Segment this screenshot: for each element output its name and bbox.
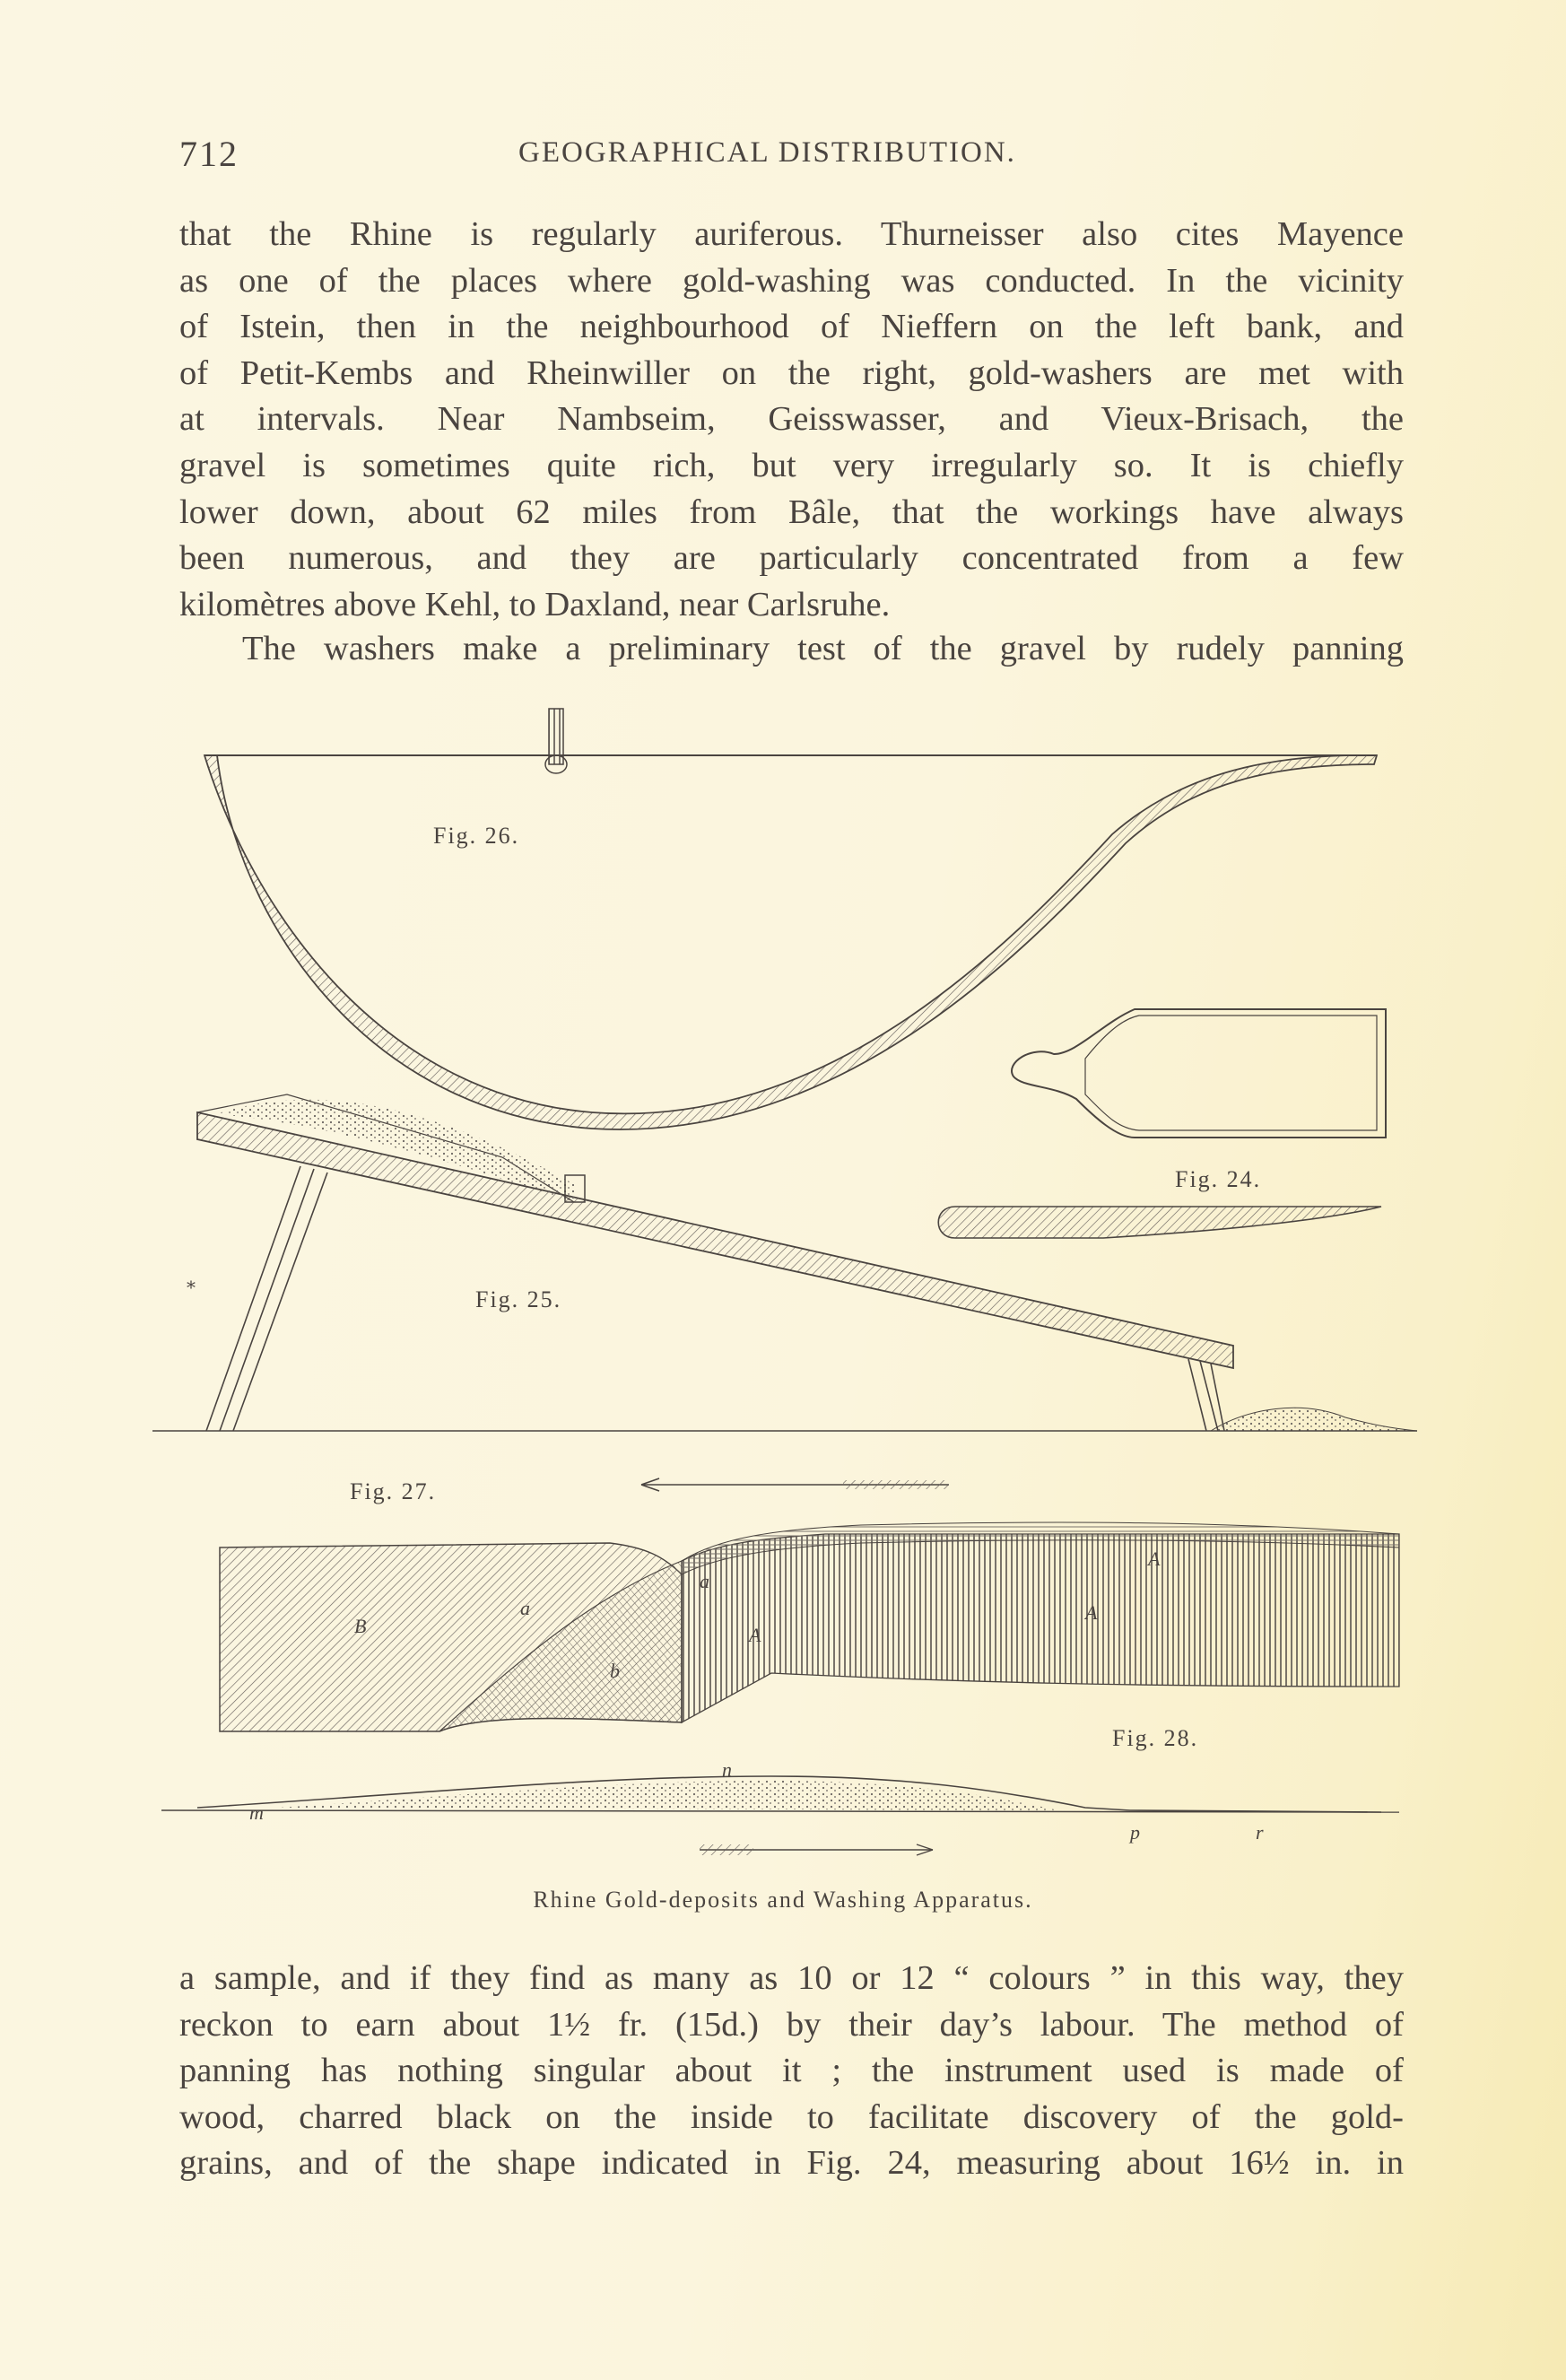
fig26-label: Fig. 26. bbox=[433, 823, 520, 849]
text-line: The washers make a preliminary test of the gravel by rudely panning bbox=[242, 630, 1404, 667]
fig27-letter-B: B bbox=[354, 1615, 367, 1637]
figure-illustration bbox=[144, 700, 1435, 1893]
text-line: gravel is sometimes quite rich, but very irregularly so. It is chiefly bbox=[179, 446, 1404, 484]
fig27-letter-A: A bbox=[749, 1624, 761, 1646]
text-line: as one of the places where gold-washing was conducted. In the vicinity bbox=[179, 261, 1404, 300]
fig24-label: Fig. 24. bbox=[1175, 1166, 1262, 1192]
fig27-letter-a: a bbox=[700, 1570, 709, 1592]
page-number: 712 bbox=[179, 134, 239, 174]
fig26-pan-profile bbox=[204, 709, 1377, 1129]
fig27-letter-A: A bbox=[1148, 1547, 1161, 1570]
fig27-letter-a: a bbox=[520, 1597, 530, 1619]
figure-plate bbox=[144, 700, 1435, 1893]
text-line: that the Rhine is regularly auriferous. Thurneisser also cites Mayence bbox=[179, 215, 1404, 253]
fig28-letter-m: m bbox=[249, 1801, 264, 1824]
text-line: kilomètres above Kehl, to Daxland, near Carlsruhe. bbox=[179, 585, 891, 623]
fig28-deposit-profile bbox=[161, 1776, 1399, 1855]
paragraph-2 bbox=[179, 626, 1404, 673]
fig28-letter-n: n bbox=[722, 1758, 732, 1781]
fig27-label: Fig. 27. bbox=[350, 1478, 437, 1504]
figure-caption: Rhine Gold-deposits and Washing Apparatus. bbox=[533, 1887, 1033, 1913]
fig28-letter-r: r bbox=[1256, 1821, 1264, 1844]
fig28-letter-p: p bbox=[1130, 1821, 1140, 1844]
fig27-letter-A: A bbox=[1085, 1601, 1098, 1624]
text-line: a sample, and if they find as many as 10 or 12 “ colours ” in this way, they bbox=[179, 1959, 1404, 1997]
paragraph-1 bbox=[179, 212, 1404, 628]
svg-text:*: * bbox=[187, 1277, 196, 1298]
fig25-cradle bbox=[152, 1094, 1417, 1431]
text-line: panning has nothing singular about it ; the instrument used is made of bbox=[179, 2052, 1404, 2090]
fig24-pan-plan bbox=[938, 1009, 1386, 1238]
text-line: of Petit-Kembs and Rheinwiller on the right, gold-washers are met with bbox=[179, 353, 1404, 392]
fig25-label: Fig. 25. bbox=[475, 1286, 562, 1312]
text-line: reckon to earn about 1½ fr. (15d.) by their day’s labour. The method of bbox=[179, 2005, 1404, 2044]
text-line: of Istein, then in the neighbourhood of Nieffern on the left bank, and bbox=[179, 308, 1404, 346]
text-line: grains, and of the shape indicated in Fig. 24, measuring about 16½ in. in bbox=[179, 2144, 1404, 2183]
text-line: been numerous, and they are particularly concentrated from a few bbox=[179, 539, 1404, 578]
text-line: lower down, about 62 miles from Bâle, that the workings have always bbox=[179, 493, 1404, 531]
text-line: wood, charred black on the inside to facilitate discovery of the gold- bbox=[179, 2097, 1404, 2136]
text-line: at intervals. Near Nambseim, Geisswasser, and Vieux-Brisach, the bbox=[179, 400, 1404, 439]
running-title: GEOGRAPHICAL DISTRIBUTION. bbox=[518, 136, 1016, 169]
fig28-label: Fig. 28. bbox=[1112, 1725, 1199, 1751]
fig27-letter-b: b bbox=[610, 1660, 620, 1682]
paragraph-3 bbox=[179, 1956, 1404, 2187]
fig27-river-section bbox=[220, 1478, 1399, 1731]
